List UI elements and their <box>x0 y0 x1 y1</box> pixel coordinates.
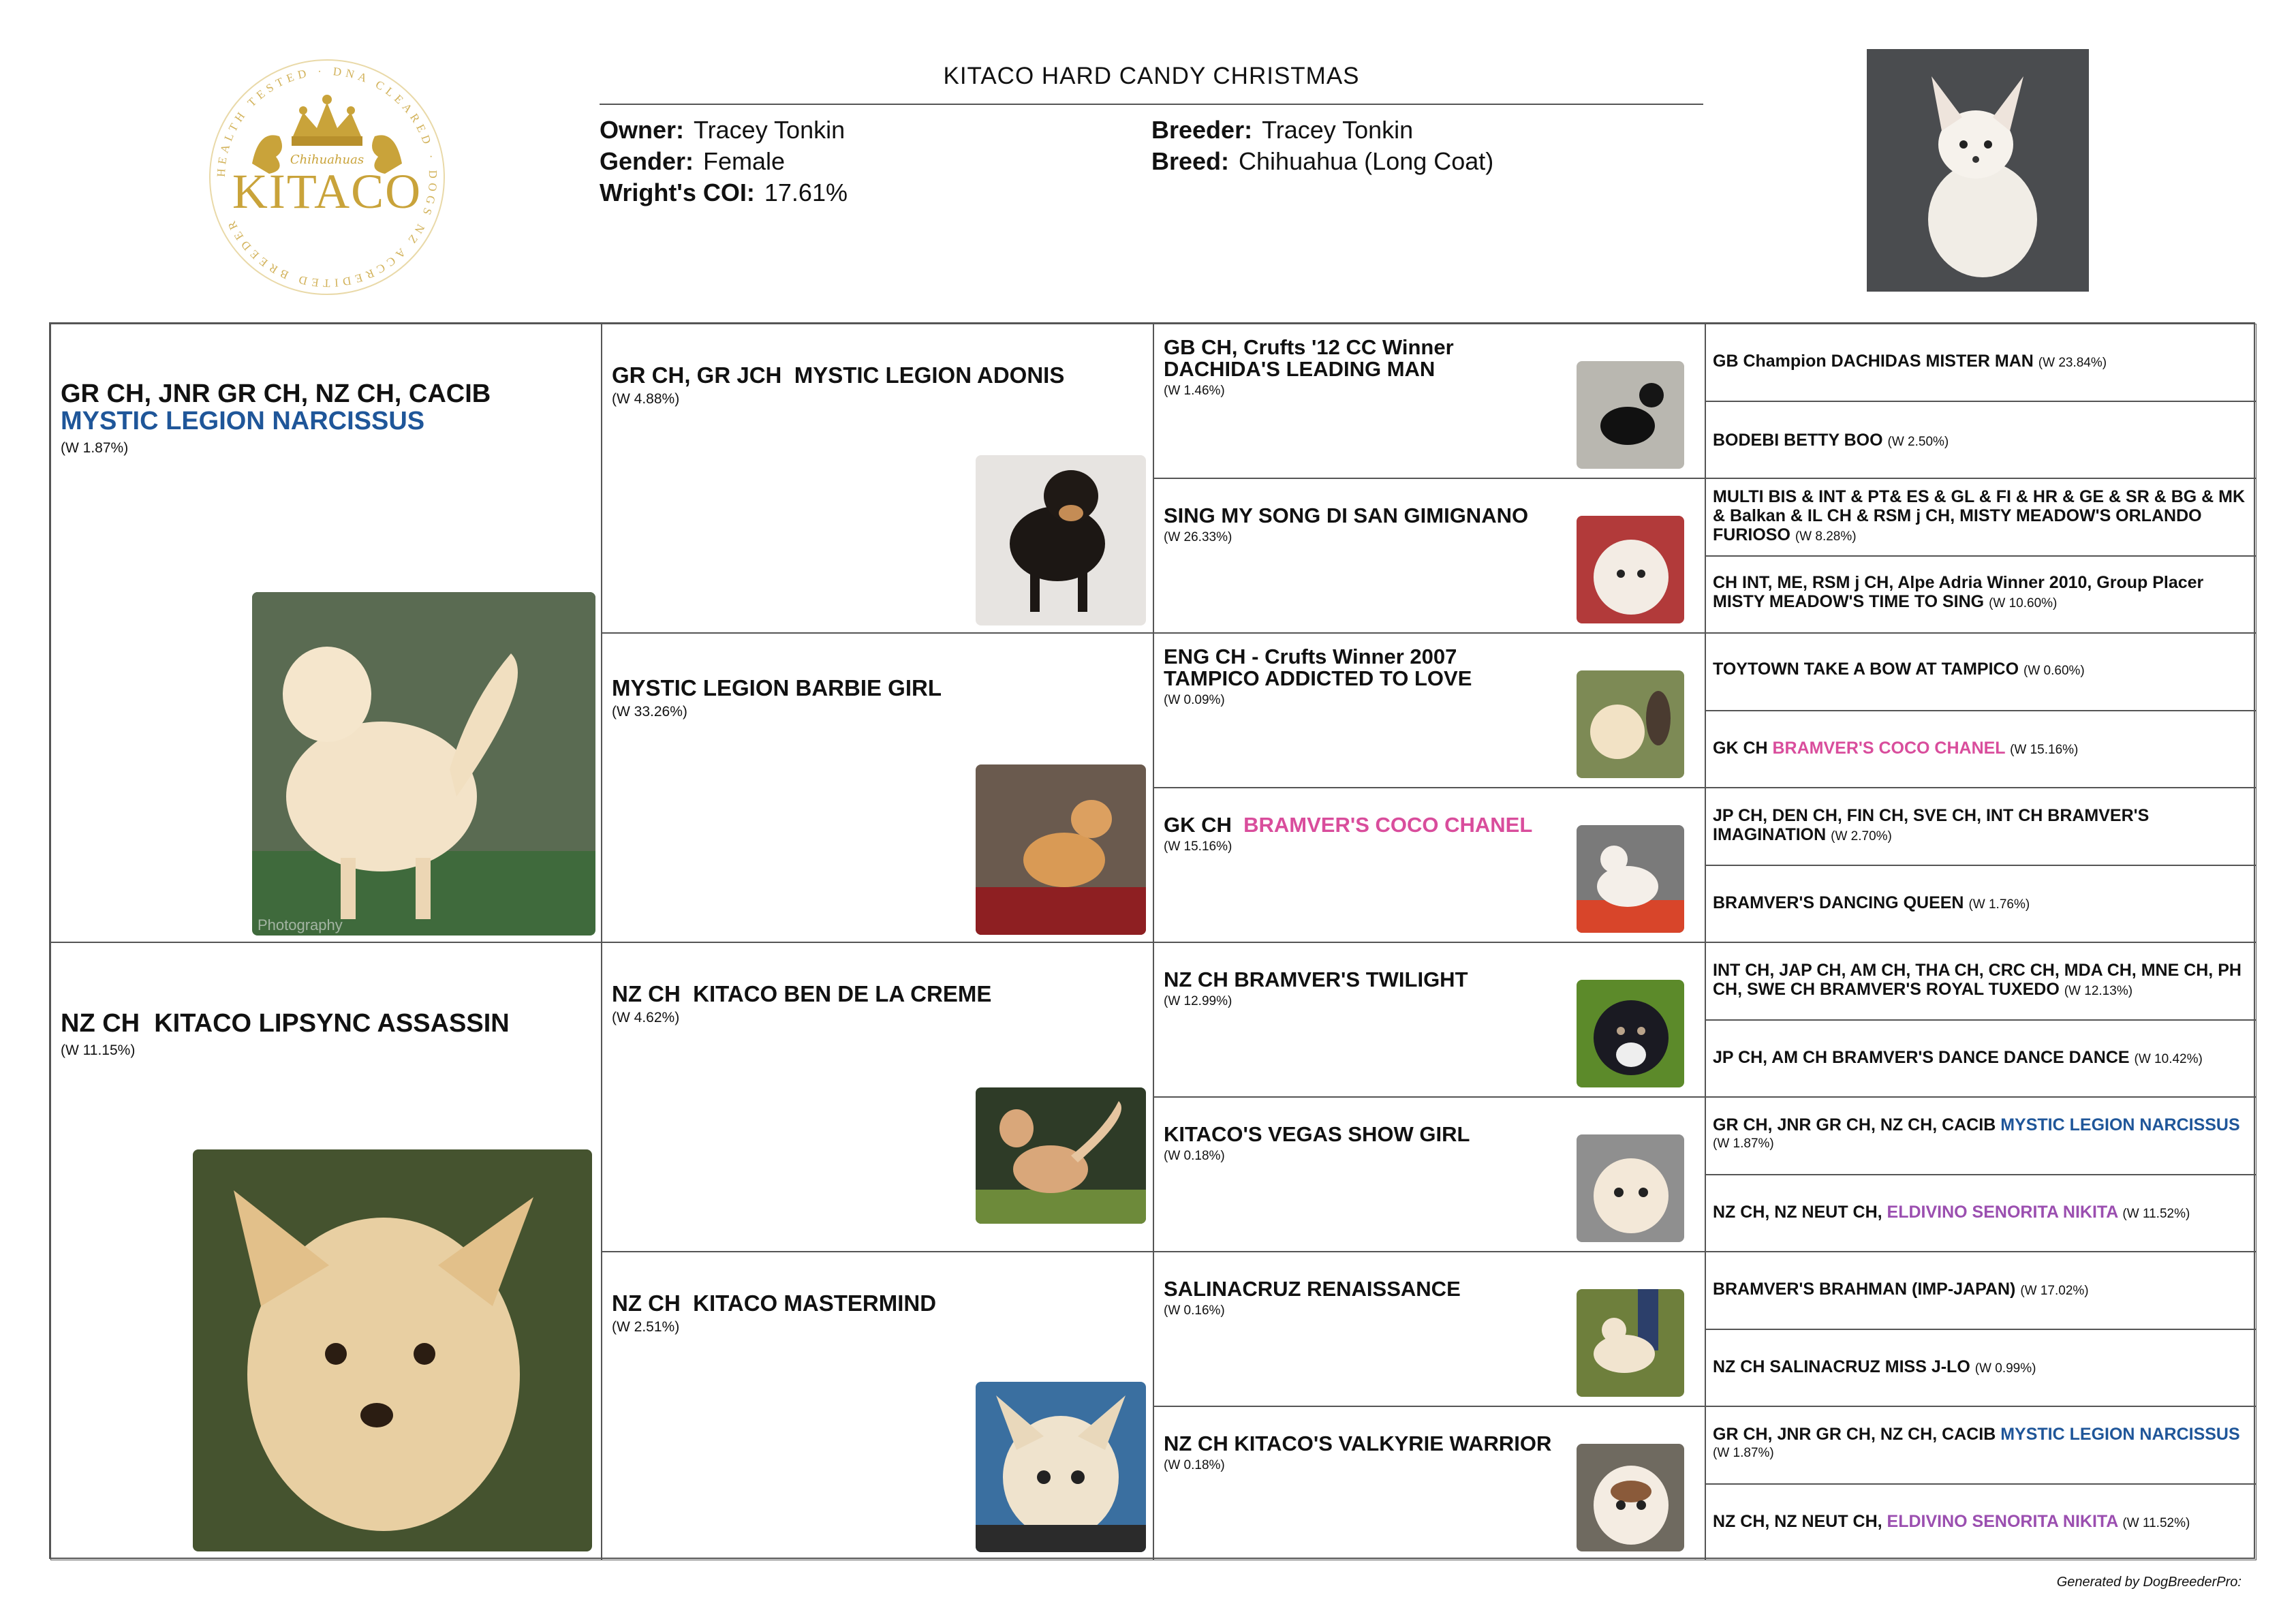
logo-name: KITACO <box>232 164 422 219</box>
breeder-value: Tracey Tonkin <box>1262 116 1414 144</box>
coi-label: (W 0.16%) <box>1164 1303 1225 1318</box>
coi-label: (W 0.18%) <box>1164 1149 1225 1163</box>
gen2-name-2: MYSTIC LEGION BARBIE GIRL (W 33.26%) <box>612 676 1143 724</box>
gen3-cell-2 <box>1153 478 1705 633</box>
dog-title: KITACO HARD CANDY CHRISTMAS <box>943 63 1360 89</box>
dog-photo <box>976 455 1146 625</box>
dog-photo <box>1577 1444 1684 1551</box>
gen4-cell-9 <box>1705 942 2256 1020</box>
coi-label: (W 11.15%) <box>61 1042 136 1058</box>
gen1-sire-cell <box>50 324 602 942</box>
dog-photo <box>1577 1289 1684 1397</box>
gen4-name-11: GR CH, JNR GR CH, NZ CH, CACIB MYSTIC LEGION NARCISSUS (W 1.87%) <box>1713 1115 2240 1151</box>
gen4-cell-1 <box>1705 324 2256 401</box>
breeder-row: Breeder: Tracey Tonkin <box>1151 116 1414 144</box>
breed-value: Chihuahua (Long Coat) <box>1239 147 1494 175</box>
dog-photo <box>976 1382 1146 1552</box>
gen3-name-3: ENG CH - Crufts Winner 2007 TAMPICO ADDICTED TO LOVE (W 0.09%) <box>1164 646 1572 711</box>
gen4-name-8: BRAMVER'S DANCING QUEEN (W 1.76%) <box>1713 893 2030 912</box>
dog-photo <box>976 1087 1146 1224</box>
pedigree-grid <box>49 322 2255 1559</box>
coi-label: (W 4.88%) <box>612 391 680 407</box>
coi-label: (W 26.33%) <box>1164 530 1232 544</box>
coi-label: (W 4.62%) <box>612 1010 680 1025</box>
dog-photo <box>1577 670 1684 778</box>
gen1-dam-cell <box>50 942 602 1560</box>
gen4-cell-10 <box>1705 1020 2256 1097</box>
gen3-name-8: NZ CH KITACO'S VALKYRIE WARRIOR (W 0.18%) <box>1164 1433 1572 1477</box>
gen3-cell-4 <box>1153 788 1705 942</box>
gen4-cell-16 <box>1705 1484 2256 1560</box>
coi-label: (W 1.87%) <box>61 440 129 456</box>
info-right <box>1151 114 1493 177</box>
gen4-name-10: JP CH, AM CH BRAMVER'S DANCE DANCE DANCE (W 10.42%) <box>1713 1048 2203 1067</box>
gen3-cell-6 <box>1153 1097 1705 1252</box>
dog-photo <box>252 592 595 936</box>
logo-ring-text: HEALTH TESTED · DNA CLEARED · DOGS NZ ACCREDITED BREEDER <box>214 64 440 290</box>
gen3-cell-1 <box>1153 324 1705 478</box>
gen4-cell-11 <box>1705 1097 2256 1175</box>
gen4-cell-6 <box>1705 711 2256 788</box>
gen3-name-6: KITACO'S VEGAS SHOW GIRL (W 0.18%) <box>1164 1124 1572 1167</box>
gen2-cell-3 <box>602 942 1153 1252</box>
gen1-sire-name: GR CH, JNR GR CH, NZ CH, CACIB MYSTIC LEGION NARCISSUS (W 1.87%) <box>61 380 592 462</box>
gen4-name-1: GB Champion DACHIDAS MISTER MAN (W 23.84%) <box>1713 352 2107 371</box>
gen4-name-5: TOYTOWN TAKE A BOW AT TAMPICO (W 0.60%) <box>1713 660 2085 679</box>
gen4-cell-12 <box>1705 1175 2256 1252</box>
subject-dog-photo <box>1867 49 2089 292</box>
gen4-name-14: NZ CH SALINACRUZ MISS J-LO (W 0.99%) <box>1713 1357 2036 1376</box>
gen4-cell-3 <box>1705 478 2256 556</box>
gen4-name-3: MULTI BIS & INT & PT& ES & GL & FI & HR & GE & SR & BG & MK & Balkan & IL CH & RSM j CH, MISTY MEADOW'S ORLANDO FURIOSO (W 8.28%) <box>1713 487 2246 544</box>
gen3-cell-7 <box>1153 1252 1705 1406</box>
coi-value: 17.61% <box>764 179 848 206</box>
gen3-cell-3 <box>1153 633 1705 788</box>
gen3-name-5: NZ CH BRAMVER'S TWILIGHT (W 12.99%) <box>1164 969 1572 1013</box>
gen3-name-4: GK CH BRAMVER'S COCO CHANEL (W 15.16%) <box>1164 814 1572 858</box>
coi-label: (W 1.46%) <box>1164 384 1225 398</box>
title-divider <box>600 104 1703 105</box>
gen4-name-9: INT CH, JAP CH, AM CH, THA CH, CRC CH, MDA CH, MNE CH, PH CH, SWE CH BRAMVER'S ROYAL TUXEDO (W 12.13%) <box>1713 961 2241 999</box>
dog-photo <box>193 1149 592 1551</box>
owner-value: Tracey Tonkin <box>694 116 846 144</box>
owner-row: Owner: Tracey Tonkin <box>600 116 846 144</box>
coi-label: (W 12.99%) <box>1164 994 1232 1008</box>
gen4-name-13: BRAMVER'S BRAHMAN (IMP-JAPAN) (W 17.02%) <box>1713 1280 2089 1299</box>
gen4-name-16: NZ CH, NZ NEUT CH, ELDIVINO SENORITA NIKITA (W 11.52%) <box>1713 1512 2190 1531</box>
gen4-cell-13 <box>1705 1252 2256 1329</box>
gen2-cell-4 <box>602 1252 1153 1560</box>
gen3-cell-8 <box>1153 1406 1705 1560</box>
gen4-cell-8 <box>1705 865 2256 942</box>
kitaco-logo <box>204 55 450 300</box>
gen4-name-12: NZ CH, NZ NEUT CH, ELDIVINO SENORITA NIKITA (W 11.52%) <box>1713 1203 2190 1222</box>
logo-script: Chihuahuas <box>290 153 364 167</box>
dog-photo <box>976 764 1146 935</box>
dog-photo <box>1577 825 1684 933</box>
gen2-cell-2 <box>602 633 1153 942</box>
gen4-cell-4 <box>1705 556 2256 633</box>
gen4-cell-14 <box>1705 1329 2256 1406</box>
coi-label: (W 2.51%) <box>612 1319 680 1335</box>
coi-row: Wright's COI: 17.61% <box>600 179 848 206</box>
dog-photo <box>1577 1134 1684 1242</box>
coi-label: (W 0.18%) <box>1164 1458 1225 1472</box>
gender-value: Female <box>703 147 786 175</box>
coi-label: (W 33.26%) <box>612 704 687 720</box>
photo-watermark: Photography <box>258 916 343 933</box>
gen2-name-1: GR CH, GR JCH MYSTIC LEGION ADONIS (W 4.88%) <box>612 363 1143 411</box>
gen3-name-7: SALINACRUZ RENAISSANCE (W 0.16%) <box>1164 1278 1572 1322</box>
gen4-cell-5 <box>1705 633 2256 711</box>
gen4-name-15: GR CH, JNR GR CH, NZ CH, CACIB MYSTIC LEGION NARCISSUS (W 1.87%) <box>1713 1425 2240 1460</box>
info-left <box>600 114 848 208</box>
gen4-cell-2 <box>1705 401 2256 478</box>
dog-photo <box>1577 980 1684 1087</box>
breed-row: Breed: Chihuahua (Long Coat) <box>1151 147 1494 175</box>
dog-photo <box>1577 516 1684 623</box>
gender-row: Gender: Female <box>600 147 786 175</box>
generated-by-footer: Generated by DogBreederPro: <box>2056 1575 2241 1590</box>
gen4-name-7: JP CH, DEN CH, FIN CH, SVE CH, INT CH BRAMVER'S IMAGINATION (W 2.70%) <box>1713 806 2150 844</box>
gen3-name-1: GB CH, Crufts '12 CC Winner DACHIDA'S LEADING MAN (W 1.46%) <box>1164 337 1572 402</box>
gen3-cell-5 <box>1153 942 1705 1097</box>
gen4-name-6: GK CH BRAMVER'S COCO CHANEL (W 15.16%) <box>1713 739 2079 758</box>
coi-label: (W 15.16%) <box>1164 839 1232 854</box>
gen3-name-2: SING MY SONG DI SAN GIMIGNANO (W 26.33%) <box>1164 505 1572 548</box>
coi-label: (W 0.09%) <box>1164 693 1225 707</box>
gen4-cell-7 <box>1705 788 2256 865</box>
gen2-name-3: NZ CH KITACO BEN DE LA CREME (W 4.62%) <box>612 982 1143 1030</box>
gen2-name-4: NZ CH KITACO MASTERMIND (W 2.51%) <box>612 1291 1143 1339</box>
gen2-cell-1 <box>602 324 1153 633</box>
gen4-cell-15 <box>1705 1406 2256 1484</box>
gen4-name-4: CH INT, ME, RSM j CH, Alpe Adria Winner 2010, Group Placer MISTY MEADOW'S TIME TO SING (W 10.60%) <box>1713 573 2204 611</box>
dog-photo <box>1577 361 1684 469</box>
gen1-dam-name: NZ CH KITACO LIPSYNC ASSASSIN (W 11.15%) <box>61 1010 592 1064</box>
gen4-name-2: BODEBI BETTY BOO (W 2.50%) <box>1713 431 1949 450</box>
